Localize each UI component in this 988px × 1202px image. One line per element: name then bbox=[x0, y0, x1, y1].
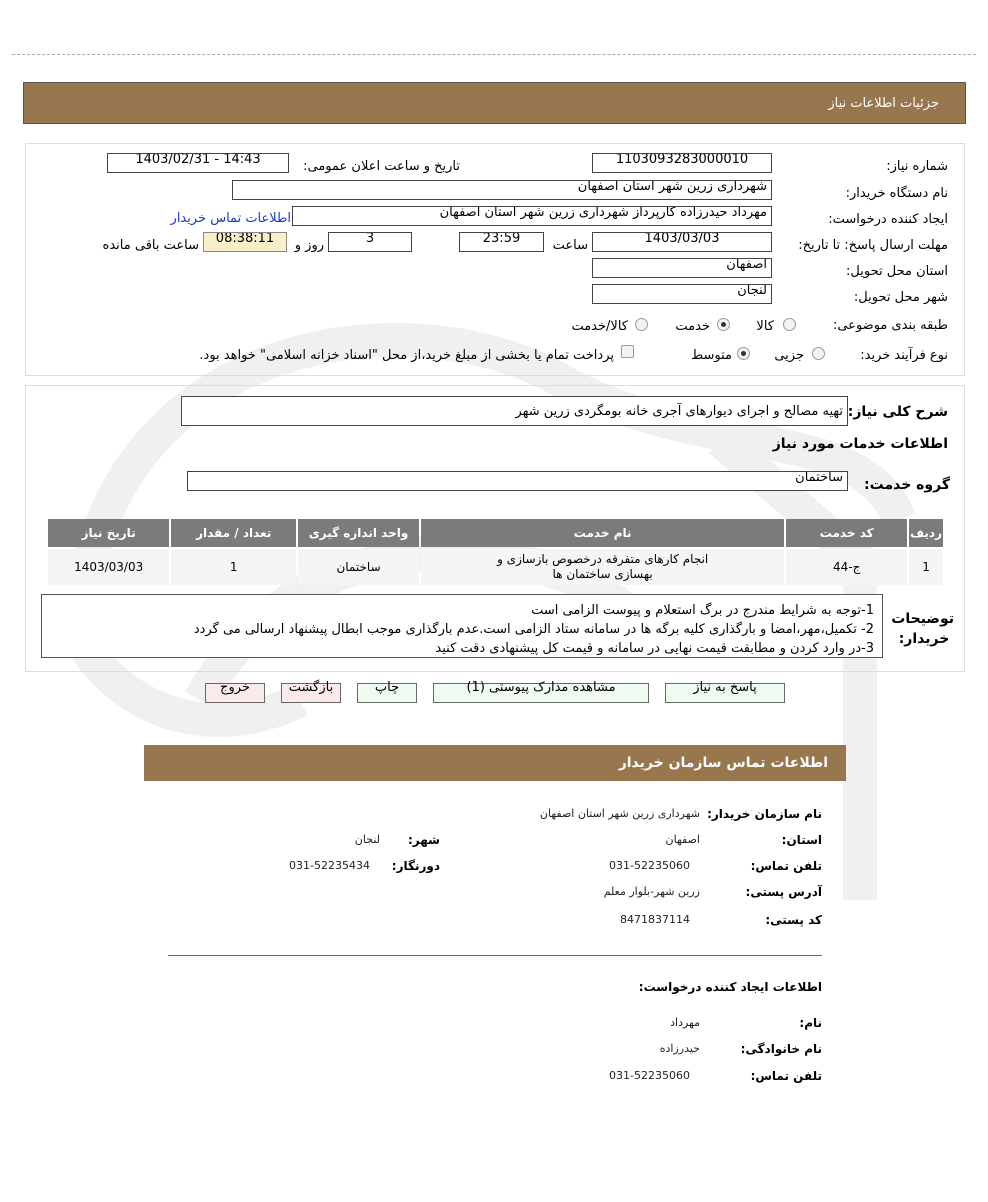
deadline-label: مهلت ارسال پاسخ: تا تاریخ: bbox=[798, 238, 948, 253]
col-name: نام خدمت bbox=[421, 519, 784, 547]
deadline-date-field: 1403/03/03 bbox=[592, 232, 772, 252]
province-label: استان محل تحویل: bbox=[846, 264, 948, 279]
cell-name: انجام کارهای متفرقه درخصوص بازسازی و بهسازی ساختمان ها bbox=[421, 549, 784, 585]
org-value: شهرداری زرین شهر استان اصفهان bbox=[539, 807, 700, 820]
desc-label: شرح کلی نیاز: bbox=[847, 404, 948, 420]
city-label: شهر محل تحویل: bbox=[853, 290, 948, 305]
deadline-time-label: ساعت bbox=[552, 238, 588, 253]
name-value: مهرداد bbox=[670, 1016, 700, 1029]
address-label: آدرس پستی: bbox=[745, 885, 822, 899]
org-label: نام سازمان خریدار: bbox=[707, 807, 822, 821]
creator-label: ایجاد کننده درخواست: bbox=[828, 212, 948, 227]
desc-field: تهیه مصالح و اجرای دیوارهای آجری خانه بومگردی زرین شهر bbox=[181, 396, 848, 426]
postal-value: 8471837114 bbox=[620, 913, 690, 926]
page-title: جزئیات اطلاعات نیاز bbox=[828, 96, 939, 111]
exit-button[interactable]: خروج bbox=[205, 683, 265, 703]
contact-city-value: لنجان bbox=[354, 833, 380, 846]
announce-label: تاریخ و ساعت اعلان عمومی: bbox=[303, 159, 460, 174]
process-label: نوع فرآیند خرید: bbox=[860, 348, 948, 363]
need-number-field: 1103093283000010 bbox=[592, 153, 772, 173]
group-field: ساختمان bbox=[187, 471, 848, 491]
table-row bbox=[48, 549, 943, 585]
city-field: لنجان bbox=[592, 284, 772, 304]
page-header bbox=[23, 82, 966, 124]
contact-header bbox=[144, 745, 846, 781]
category-service-label: خدمت bbox=[675, 319, 710, 334]
cell-date: 1403/03/03 bbox=[48, 549, 169, 585]
col-row: ردیف bbox=[909, 519, 943, 547]
address-value: زرین شهر-بلوار معلم bbox=[603, 885, 700, 898]
contact-divider bbox=[168, 955, 822, 956]
category-service-radio[interactable] bbox=[717, 318, 730, 331]
contact-city-label: شهر: bbox=[408, 833, 440, 847]
process-minor-label: جزیی bbox=[774, 348, 804, 363]
print-button[interactable]: چاپ bbox=[357, 683, 417, 703]
need-number-label: شماره نیاز: bbox=[886, 159, 948, 174]
attachments-button[interactable]: مشاهده مدارک پیوستی (1) bbox=[433, 683, 649, 703]
col-qty: تعداد / مقدار bbox=[171, 519, 296, 547]
contact-province-value: اصفهان bbox=[665, 833, 700, 846]
category-goods-label: کالا bbox=[756, 319, 774, 334]
remaining-label: ساعت باقی مانده bbox=[102, 238, 199, 253]
info-panel bbox=[25, 143, 965, 376]
col-date: تاریخ نیاز bbox=[48, 519, 169, 547]
deadline-time-field: 23:59 bbox=[459, 232, 544, 252]
contact-province-label: استان: bbox=[781, 833, 822, 847]
name-label: نام: bbox=[799, 1016, 822, 1030]
creator-info-title: اطلاعات ایجاد کننده درخواست: bbox=[638, 980, 822, 994]
cell-qty: 1 bbox=[171, 549, 296, 585]
process-medium-radio[interactable] bbox=[737, 347, 750, 360]
contact-title: اطلاعات تماس سازمان خریدار bbox=[618, 755, 828, 771]
col-unit: واحد اندازه گیری bbox=[298, 519, 419, 547]
family-label: نام خانوادگی: bbox=[740, 1042, 822, 1056]
days-field: 3 bbox=[328, 232, 412, 252]
phone-value: 031-52235060 bbox=[609, 859, 690, 872]
reply-button[interactable]: پاسخ به نیاز bbox=[665, 683, 785, 703]
treasury-payment-note: پرداخت تمام یا بخشی از مبلغ خرید،از محل "اسناد خزانه اسلامی" خواهد بود. bbox=[199, 348, 614, 363]
buyer-notes bbox=[41, 594, 883, 658]
category-both-radio[interactable] bbox=[635, 318, 648, 331]
remaining-time-field: 08:38:11 bbox=[203, 232, 287, 252]
top-divider bbox=[12, 54, 976, 55]
days-label: روز و bbox=[294, 238, 324, 253]
services-table bbox=[46, 517, 945, 587]
treasury-payment-checkbox[interactable] bbox=[621, 345, 634, 358]
cell-row: 1 bbox=[909, 549, 943, 585]
buyer-contact-link[interactable]: اطلاعات تماس خریدار bbox=[170, 211, 291, 226]
back-button[interactable]: بازگشت bbox=[281, 683, 341, 703]
services-title: اطلاعات خدمات مورد نیاز bbox=[772, 436, 948, 452]
note-line: 1-توجه به شرایط مندرج در برگ استعلام و پیوست الزامی است bbox=[531, 603, 874, 618]
table-header-row bbox=[48, 519, 943, 547]
province-field: اصفهان bbox=[592, 258, 772, 278]
fax-value: 031-52235434 bbox=[289, 859, 370, 872]
cell-unit: ساختمان bbox=[298, 549, 419, 585]
fax-label: دورنگار: bbox=[391, 859, 440, 873]
buyer-org-field: شهرداری زرین شهر استان اصفهان bbox=[232, 180, 772, 200]
family-value: حیدرزاده bbox=[659, 1042, 700, 1055]
note-line: 3-در وارد کردن و مطابقت قیمت نهایی در سامانه و قیمت کل پیشنهادی دقت کنید bbox=[435, 641, 874, 656]
category-both-label: کالا/خدمت bbox=[571, 319, 628, 334]
group-label: گروه خدمت: bbox=[864, 477, 950, 493]
col-code: کد خدمت bbox=[786, 519, 907, 547]
cell-code: ج-44 bbox=[786, 549, 907, 585]
notes-label: توضیحات خریدار: bbox=[891, 611, 954, 647]
note-line: 2- تکمیل،مهر،امضا و بارگذاری کلیه برگه ها در سامانه ستاد الزامی است.عدم بارگذاری موجب ابطال پیشنهاد ارسالی می گردد bbox=[193, 622, 874, 637]
postal-label: کد پستی: bbox=[765, 913, 822, 927]
phone-label: تلفن تماس: bbox=[750, 859, 822, 873]
process-medium-label: متوسط bbox=[691, 348, 732, 363]
category-goods-radio[interactable] bbox=[783, 318, 796, 331]
announce-field: 1403/02/31 - 14:43 bbox=[107, 153, 289, 173]
process-minor-radio[interactable] bbox=[812, 347, 825, 360]
category-label: طبقه بندی موضوعی: bbox=[832, 318, 948, 333]
creator-phone-value: 031-52235060 bbox=[609, 1069, 690, 1082]
buyer-org-label: نام دستگاه خریدار: bbox=[845, 186, 948, 201]
creator-field: مهرداد حیدرزاده کارپرداز شهرداری زرین شهر استان اصفهان bbox=[292, 206, 772, 226]
creator-phone-label: تلفن تماس: bbox=[750, 1069, 822, 1083]
